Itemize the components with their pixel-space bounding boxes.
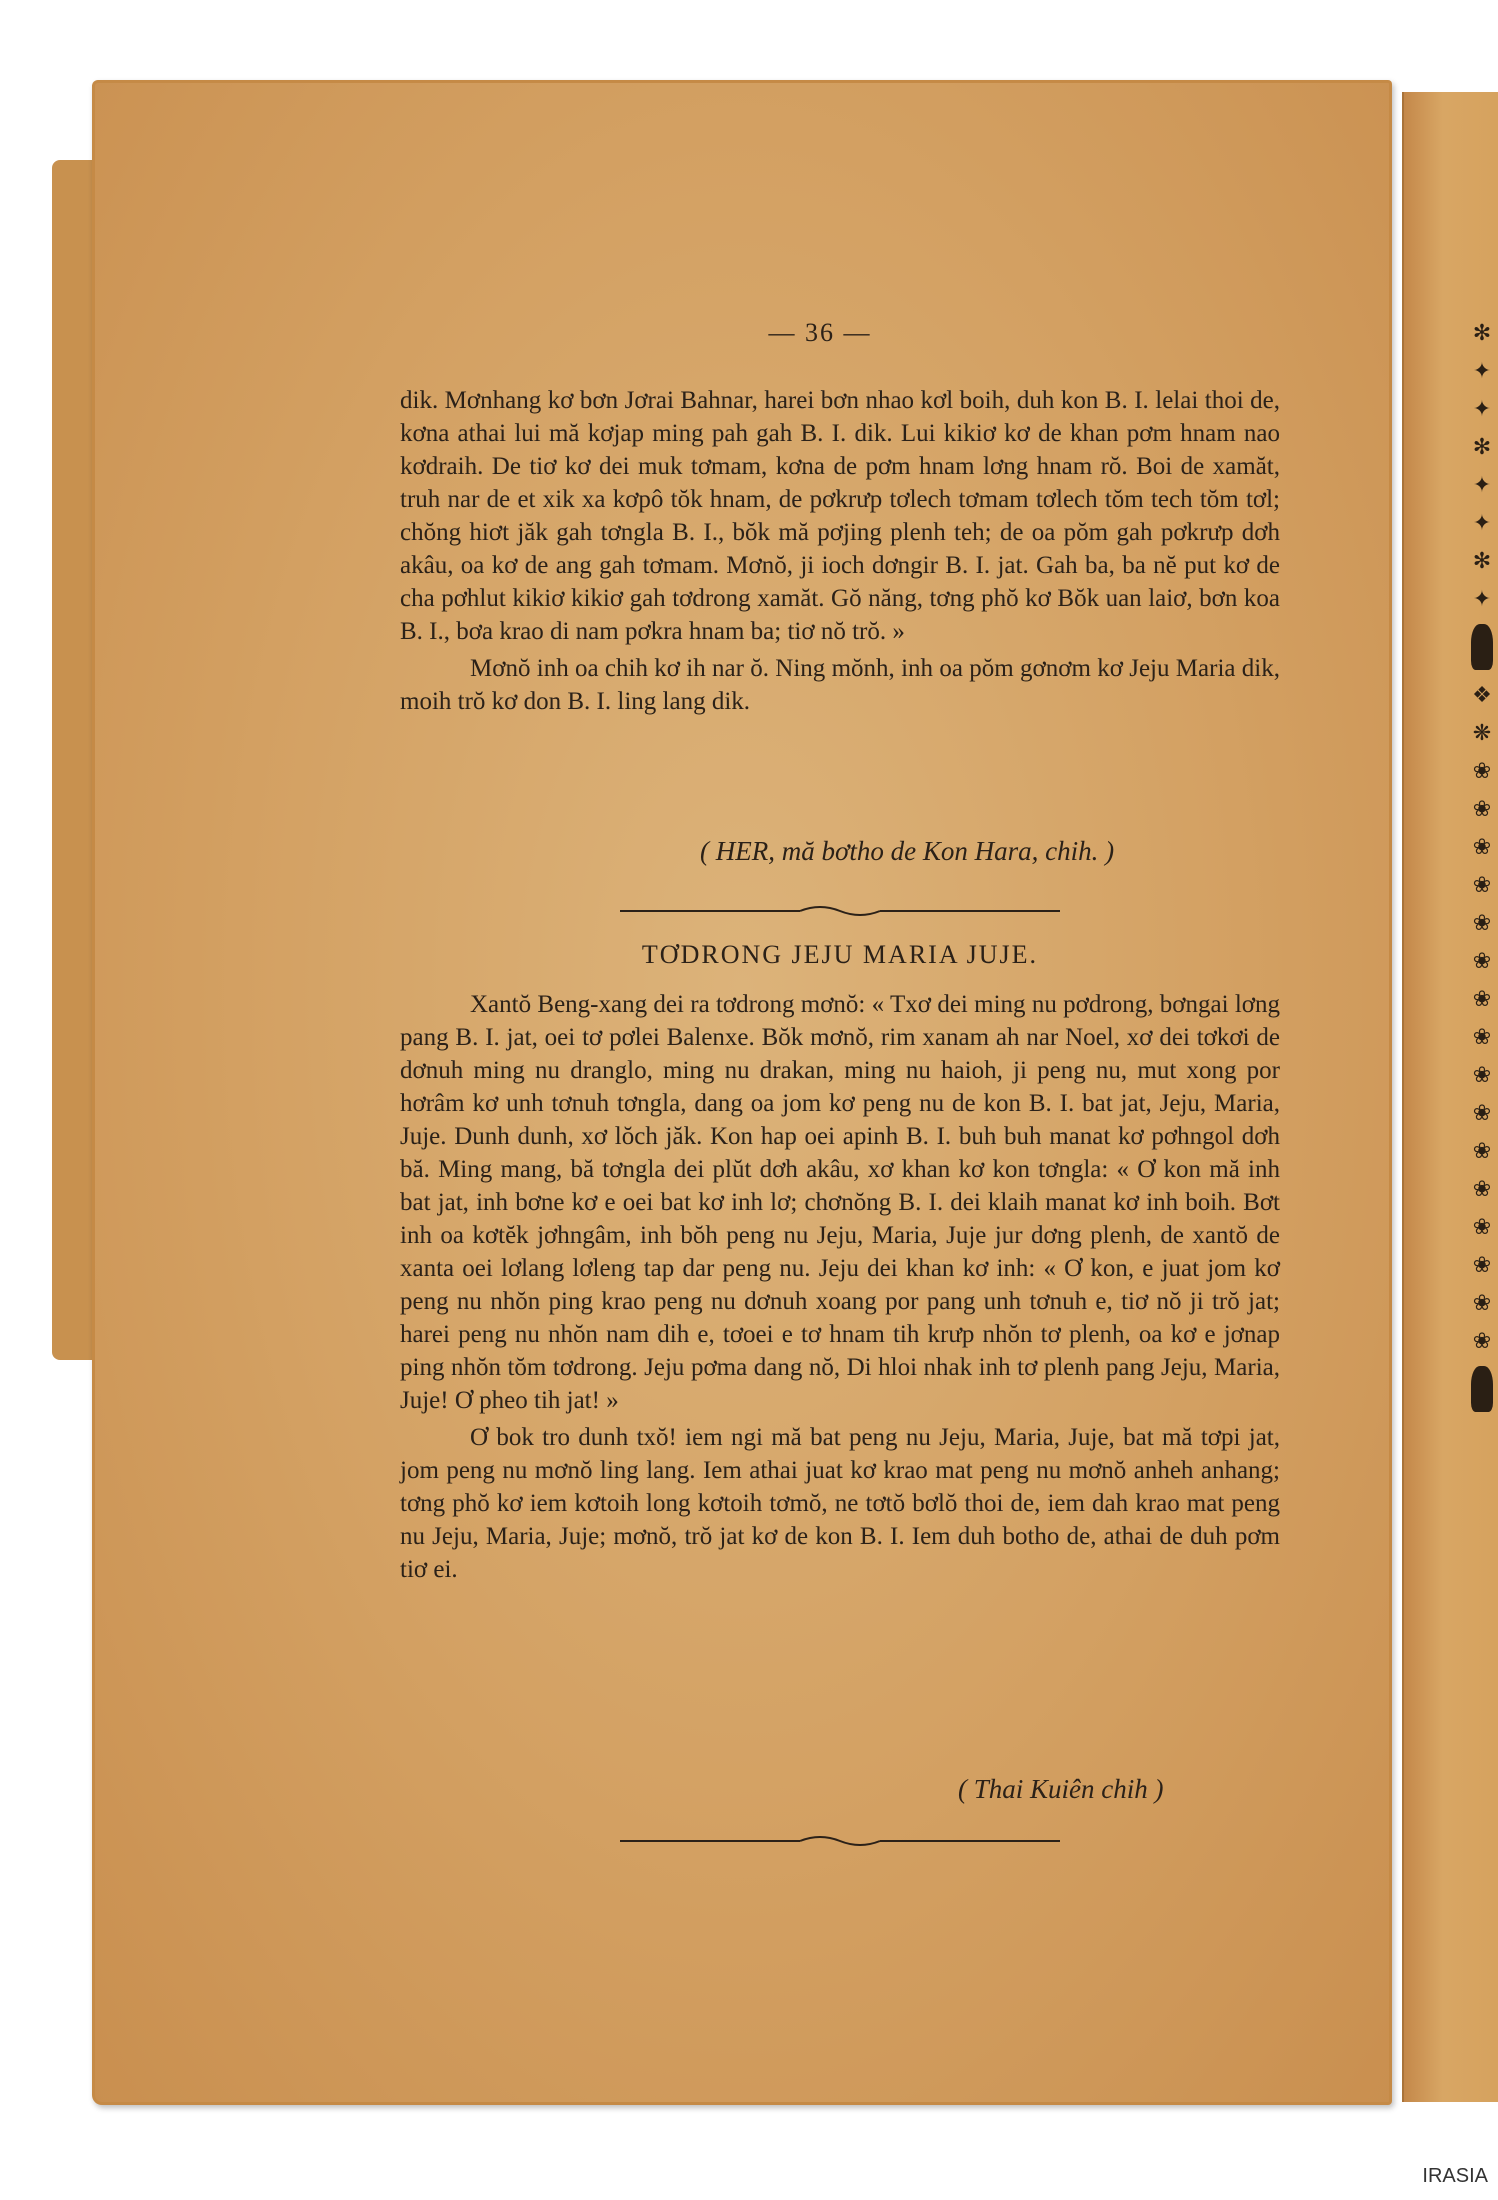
section2-heading: TƠDRONG JEJU MARIA JUJE. [641,940,1039,969]
page-number: — 36 — [768,318,872,347]
section1-body [400,384,1280,718]
ornamental-divider-bottom [620,1834,1060,1848]
section1-signature: ( HER, mă bơtho de Kon Hara, chih. ) [700,836,1115,866]
section2-body [400,988,1280,1586]
decorative-border: ✻ ✦ ✦ ✻ ✦ ✦ ✻ ✦ ❖ ❋ ❀ ❀ ❀ ❀ ❀ ❀ ❀ ❀ ❀ ❀ ❀ ❀ ❀ ❀ ❀ ❀ [1466,320,1498,1920]
section2-paragraph1: Xantŏ Beng-xang dei ra tơdrong mơnŏ: « Txơ dei ming nu pơdrong, bơngai lơng pang B. I. jat, oei tơ pơlei Balenxe. Bŏk mơnŏ, rim xanam ah nar Noel, xơ dei tơkơi de dơnuh ming nu dranglo, ming nu drakan, ming nu haioh, ji peng nu, mut xong por hơrâm kơ unh tơnuh tơngla, dang oa jom kơ peng nu de kon B. I. bat jat, Jeju, Maria, Juje. Dunh dunh, xơ lŏch jăk. Kon hap oei apinh B. I. buh buh manat kơ pơhngol dơh bă. Ming mang, bă tơngla dei plŭt dơh akâu, xơ khan kơ kon tơngla: « Ơ kon mă inh bat jat, inh bơne kơ e oei bat kơ inh lơ; chơnŏng B. I. dei klaih manat kơ inh boih. Bơt inh oa kơtĕk jơhngâm, inh bŏh peng nu Jeju, Maria, Juje jur dơng plenh, de xantŏ de xanta oei lơlang lơleng tap dar peng nu. Jeju dei khan kơ inh: « Ơ kon, e juat jom kơ peng nu nhŏn ping krao peng nu dơnuh xoang por pang unh tơnuh e, tiơ nŏ ji trŏ jat; harei peng nu nhŏn nam dih e, tơoei e tơ hnam tih krưp nhŏn tơ plenh, oa kơ e jơnap ping nhŏn tŏm tơdrong. Jeju pơma dang nŏ, Di hloi nhak inh tơ plenh pang Jeju, Maria, Juje! Ơ pheo tih jat! » [400,991,1280,1414]
source-watermark: IRASIA [1422,2165,1488,2187]
section2-paragraph2: Ơ bok tro dunh txŏ! iem ngi mă bat peng nu Jeju, Maria, Juje, bat mă tơpi jat, jom peng nu mơnŏ ling lang. Iem athai juat kơ krao mat peng nu mơnŏ anheh anhang; tơng phŏ kơ iem kơtoih long kơtoih tơmŏ, ne tơtŏ bơlŏ thoi de, iem dah krao mat peng nu Jeju, Maria, Juje; mơnŏ, trŏ jat kơ de kon B. I. Iem duh botho de, athai de duh pơm tiơ ei. [400,1424,1280,1583]
section1-paragraph2: Mơnŏ inh oa chih kơ ih nar ŏ. Ning mŏnh, inh oa pŏm gơnơm kơ Jeju Maria dik, moih trŏ kơ don B. I. ling lang dik. [400,655,1280,715]
section1-paragraph1: dik. Mơnhang kơ bơn Jơrai Bahnar, harei bơn nhao kơl boih, duh kon B. I. lelai thoi de, kơna athai lui mă kơjap ming pah gah B. I. dik. Lui kikiơ kơ de khan pơm hnam nao kơdraih. De tiơ kơ dei muk tơmam, kơna de pơm hnam lơng hnam rŏ. Boi de xamăt, truh nar de et xik xa kơpô tŏk hnam, de pơkrưp tơlech tơmam tơlech tŏm tech tŏm tơl; chŏng hiơt jăk gah tơngla B. I., bŏk mă pơjing plenh teh; de oa pŏm gah pơkrưp dơh akâu, oa kơ de ang gah tơmam. Mơnŏ, ji ioch dơngir B. I. jat. Gah ba, ba nĕ put kơ de cha pơhlut kikiơ kikiơ gah tơdrong xamăt. Gŏ năng, tơng phŏ kơ Bŏk uan laiơ, bơn koa B. I., bơa krao di nam pơkra hnam ba; tiơ nŏ trŏ. » [400,387,1280,645]
ornamental-divider [620,904,1060,918]
section2-signature: ( Thai Kuiên chih ) [958,1774,1164,1804]
